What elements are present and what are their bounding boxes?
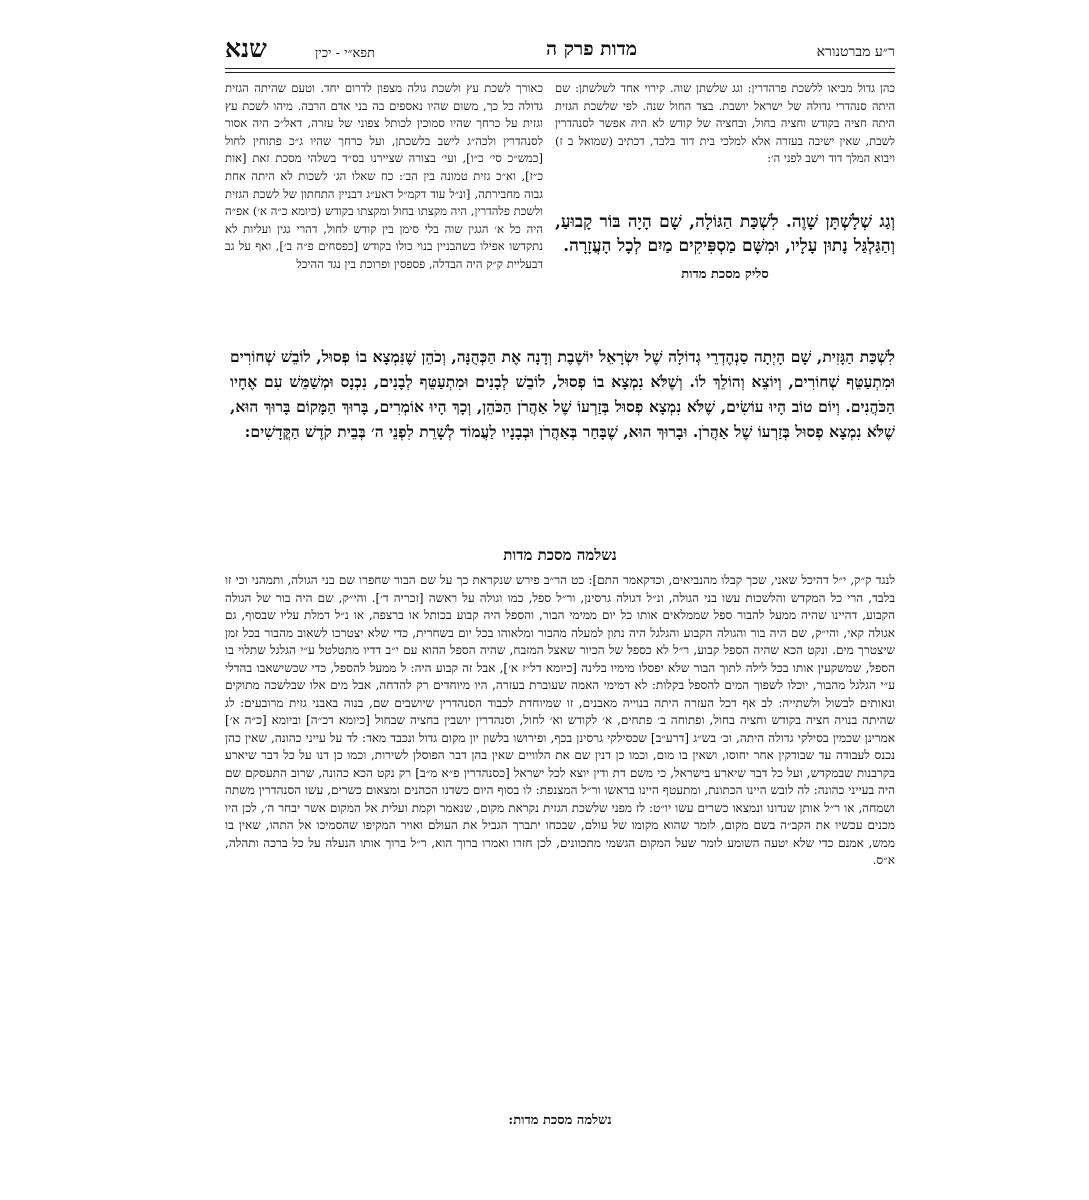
bartenura-commentary: כהן גדול מביאו ללשכת פרהדרין: וגג שלשתן שוה. קירוי אחד לשלשתן: שם היתה סנהדרי גדולה של ישראל יושבת. בצד החול שנה. לפי שלשכת הגזית היתה חציה בקודש וחציה בחול, ובחציה של קודש לא היה אפשר לסנהדרין לשבת, שאין ישיבה בעזרה אלא למלכי בית דוד בלבד, דכתיב (שמואל ב ז) ויבוא המלך דוד וישב לפני ה׳:	[555, 81, 895, 166]
final-siyum: נשלמה מסכת מדות:	[508, 1113, 612, 1128]
mishnah-text-part2: לִשְׁכַּת הַגָּזִית, שָׁם הָיְתָה סַנְהֶדְרֵי גְדוֹלָה שֶׁל יִשְׂרָאֵל יוֹשֶׁבֶת וְדָנָה אֶת הַכְּהֻנָּה, וְכֹהֵן שֶׁנִּמְצָא בוֹ פְסוּל, לוֹבֵשׁ שְׁחוֹרִים וּמִתְעַטֵּף שְׁחוֹרִים, וְיוֹצֵא וְהוֹלֵךְ לוֹ. וְשֶׁלֹּא נִמְצָא בוֹ פְסוּל, לוֹבֵשׁ לְבָנִים וּמִתְעַטֵּף לְבָנִים, נִכְנָס וּמְשַׁמֵּשׁ עִם אֶחָיו הַכֹּהֲנִים. וְיוֹם טוֹב הָיוּ עוֹשִׂים, שֶׁלֹּא נִמְצָא פְסוּל בְּזַרְעוֹ שֶׁל אַהֲרֹן הַכֹּהֵן, וְכָךְ הָיוּ אוֹמְרִים, בָּרוּךְ הַמָּקוֹם בָּרוּךְ הוּא, שֶׁלֹּא נִמְצָא פְסוּל בְּזַרְעוֹ שֶׁל אַהֲרֹן. וּבָרוּךְ הוּא, שֶׁבָּחַר בְּאַהֲרֹן וּבְבָנָיו לַעֲמוֹד לְשָׁרֵת לִפְנֵי ה׳ בְּבֵית קֹדֶשׁ הַקֳּדָשִׁים:	[230, 347, 895, 441]
header-rule	[225, 68, 895, 69]
page-header	[225, 34, 895, 68]
header-rule-double	[225, 72, 895, 73]
mishnah-siyum: נשלמה מסכת מדות	[503, 546, 617, 564]
chapter-title: מדות פרק ה	[546, 38, 637, 60]
page-number: שנא	[225, 34, 267, 63]
mishnah-text-part1: וְגַג שְׁלָשְׁתָּן שָׁוֶה. לִשְׁכַּת הַגּוֹלָה, שָׁם הָיָה בּוֹר קָבוּעַ, וְהַגַּלְגַּל נָתוּן עָלָיו, וּמִשָּׁם מַסְפִּיקִים מַיִם לְכָל הָעֲזָרָה.	[555, 212, 895, 256]
bartenura-siyum: סליק מסכת מדות	[681, 267, 769, 282]
tiferet-left-column: כאורך לשכת עץ ולשכת גולה מצפון לדרום יחד. וטעם שהיתה הגזית גדולה כל כך, משום שהיו נאספים בה בני אדם הרבה. מיהו לשכת עץ וגזית על כרחך שהיו סמוכין לכותל צפוני של עזרה, דאל״כ היה אסור לסנהדרין ולכה״ג לישב בלשכתן, ועל כרחך שהיו ג״כ פתוחין לחול [כמש״כ סי׳ כ״ו], ועי׳ בצורה שציירנו בס״ד בשלהי מסכת זאת [אות כ״ז], וא״כ גזית טמונה בין הב׳: כח שאלו הג׳ לשכות לא היתה אחת גבוה מחבירתה, [ונ״ל עוד דקמ״ל דאע״ג דבניין התחתון של לשכת הגזית ולשכת פלהדרין, היה מקצתו בחול ומקצתו בקודש (כיומא כ״ה א׳) אפ״ה היה כל א׳ הגגין שוה בלי סימן בין קודש לחול, דהרי גגין ועליות לא נתקדשו אפילו כשהבניין בנוי כולו בקודש [כפסחים פ״ה ב׳], ואף על גב דבעליית ק״ק היה הבדלה, פספסין ופרוכת בין נגד ההיכל	[225, 81, 543, 271]
commentary-title: ר״ע מברטנורא	[816, 44, 895, 60]
commentary-title-left: תפא״י - יכין	[314, 46, 375, 61]
tiferet-bottom-commentary: לנגד ק״ק, י״ל דהיכל שאני, שכך קבלו מהנביאים, וכדקאמר התם]: כט הר״ב פירש שנקראת כך על שם הבור שחפרו שם בני הגולה, ותמהני וכי זו בלבד, הרי כל המקדש והלשכות עשו בני הגולה, ונ״ל דגולה גרסינן, ור״ל ספל, כמו וגולה על ראשה [זכריה ד׳]. והי״ק, שם היה בור של הגולה הקבוע, דהיינו שהיה ממעל להבור ספל שממלאים אותו כל יום ממימי הבור, והספל היה קבוע בכותל או ברצפה, או נ״ל דמלת עליו שבסוף, גם אגולה קאי, והי״ק, שם היה בור והגולה הקבוע והגלגל היה נתון למעלה מהבור ומלאוהו בכל יום בשחרית, כדי שלא יצטרכו לשאוב מהבור בכל זמן שיצטרך מים. ונקט הכא שהיה הספל קבוע, ר״ל לא כספל של הכיור שאצל המזבח, שהיה הספל ההוא עם י״ב דדיו מתטלטל ע״י הגלגל שתלוי בו הספל, שמשקעין אותו בכל לילה לתוך הבור שלא יפסלו מימיו בלינה [כיומא דל״ז א׳], אבל זה קבוע היה: ל ממעל להספל, כדי שכשישאבו בהדלי ע״י הגלגל מהבור, יוכלו לשפוך המים להספל בקלות: לא דמימי האמה שעוברת בעזרה, היו מיוחדים רק להדחה, אבל מים אלו שבלשכה מתוקים ונאותים לבשול ולשתייה: לב אף דכל העזרה היתה בנוייה מאבנים, זו שמיוחדת לכבוד הסנהדרין שיושבים שם, בנוה באבני גזית מרובעים: לג שהיתה בנויה חציה בקודש וחציה בחול, ופתוחה ב׳ פתחים, א׳ לקודש וא׳ לחול, וסנהדרין יושבין בחציה שבחול [כיומא דכ״ה] וביומא [כ״ה א׳] אמרינן שכמין בסילקי גדולה היתה, וכ׳ בש״ג [דרע״ב] שכסילקי גרסינן בכף, ופירושו בלשון יון מקום גדול ונכבד מאד: לד על עייני כהונה, שאין כהן נכנס לעבודה עד שבודקין אחר יחוסו, ושאין בו מום, וכמו כן דנין שם את הלוויים שאין בהן דבר הפוסלן לשירות, וכמו כן דנו על כל דבר שיארע בקרבנות שבמקדש, ועל כל דבר שיארע בישראל, כי משם דת ודין יוצא לכל ישראל [כסנהדרין פ״א מ״ב] רק נקט הכא כהונה, שרוב התעסקם שם היה בעייני כהונה: לה לובש היינו הכתונת, ומתעטף היינו בראשו ור״ל המצנפת: לו בסוף היום כשדנו הכהנים ומצאום כשרים, עשו הסנהדרין משתה ושמחה, או ר״ל אותן שנדונו ונמצאו כשרים עשו יו״ט: לז מפני שלשכת הגזית נקראת מקום, שנאמר וקמת ועלית אל המקום אשר יבחר ה׳, לכן היו מכנים עכשיו את הקב״ה בשם מקום, לומר שהוא מקומו של עולם, שבכחו יתברך הגביל את העולם ואויר המקיפו שהסמיכו אל התהו, שאין בו ממש, אמנם כדי שלא יטעה השומע לומר שעל המקום הגשמי מתכוונים, לכן חזרו ואמרו ברוך הוא, ר״ל ברוך אותו הנעלה על כל ברכה ותהלה, א״ס.	[225, 573, 896, 867]
